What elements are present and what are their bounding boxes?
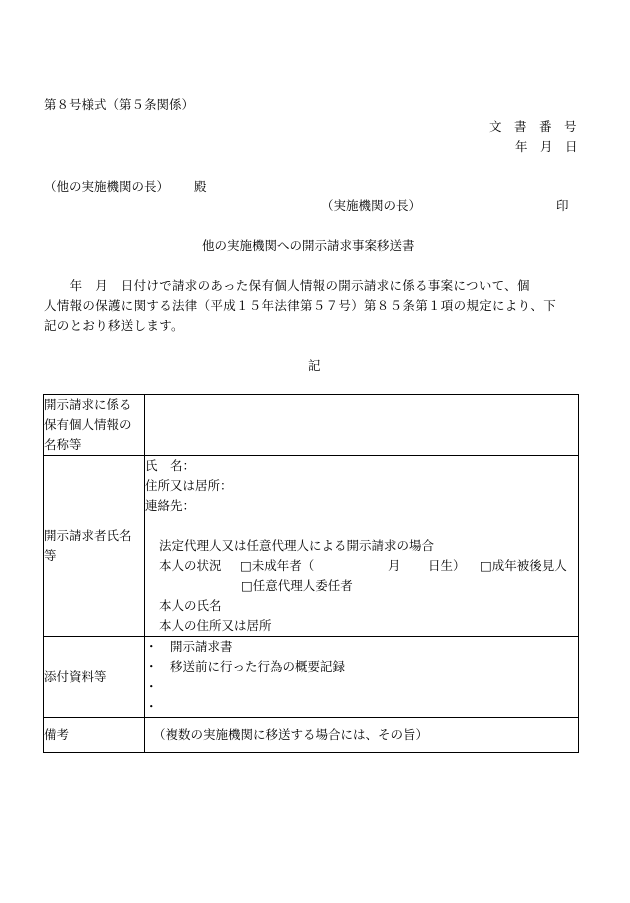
label-line: 名称等 bbox=[44, 437, 82, 452]
requester-details bbox=[145, 456, 579, 637]
personal-info-name-field bbox=[145, 395, 579, 456]
minor-checkbox[interactable]: □未成年者（ bbox=[240, 558, 315, 573]
list-item: ・ 移送前に行った行為の概要記録 bbox=[145, 659, 346, 674]
ward-checkbox[interactable]: □成年被後見人 bbox=[480, 558, 567, 573]
table-row bbox=[44, 637, 579, 718]
ki-heading: 記 bbox=[308, 358, 321, 373]
recipient: （他の実施機関の長） bbox=[44, 179, 170, 194]
form-number: 第８号様式（第５条関係） bbox=[44, 97, 195, 112]
row-label: 添付資料等 bbox=[44, 637, 145, 718]
requester-contact: 連絡先： bbox=[145, 498, 196, 513]
sender: （実施機関の長） bbox=[321, 198, 422, 213]
body-line-2: 人情報の保護に関する法律（平成１５年法律第５７号）第８５条第１項の規定により、下 bbox=[44, 298, 557, 313]
requester-address: 住所又は居所： bbox=[145, 478, 233, 493]
label-line: 開示請求に係る bbox=[44, 397, 132, 412]
birth-day: 日生） bbox=[428, 558, 466, 573]
list-item: ・ bbox=[145, 679, 158, 694]
birth-month: 月 bbox=[388, 558, 401, 573]
row-label bbox=[44, 456, 145, 637]
document-title: 他の実施機関への開示請求事案移送書 bbox=[202, 238, 415, 253]
remarks-note: （複数の実施機関に移送する場合には、その旨） bbox=[145, 718, 579, 753]
seal-mark: 印 bbox=[556, 198, 569, 213]
status-label: 本人の状況 bbox=[159, 558, 222, 573]
spacer bbox=[145, 516, 578, 536]
principal-status-line bbox=[145, 556, 578, 576]
list-item: ・ 開示請求書 bbox=[145, 639, 233, 654]
table-row bbox=[44, 395, 579, 456]
principal-name: 本人の氏名 bbox=[159, 598, 222, 613]
label-line: 開示請求者氏名 bbox=[44, 528, 132, 543]
delegated-checkbox[interactable]: □任意代理人委任者 bbox=[241, 578, 353, 593]
list-item: ・ bbox=[145, 699, 158, 714]
principal-address: 本人の住所又は居所 bbox=[159, 618, 272, 633]
issue-date: 年 月 日 bbox=[515, 139, 578, 154]
label-line: 等 bbox=[44, 548, 57, 563]
body-line-3: 記のとおり移送します。 bbox=[44, 318, 184, 333]
body-line-1: 年 月 日付けで請求のあった保有個人情報の開示請求に係る事案について、個 bbox=[44, 278, 530, 293]
transfer-details-table bbox=[43, 394, 579, 753]
table-row bbox=[44, 718, 579, 753]
agent-heading: 法定代理人又は任意代理人による開示請求の場合 bbox=[159, 538, 435, 553]
document-number: 文 書 番 号 bbox=[489, 119, 577, 134]
requester-name: 氏 名： bbox=[145, 458, 196, 473]
attachments-list bbox=[145, 637, 579, 718]
row-label bbox=[44, 395, 145, 456]
honorific: 殿 bbox=[194, 179, 207, 194]
table-row bbox=[44, 456, 579, 637]
label-line: 保有個人情報の bbox=[44, 417, 132, 432]
row-label: 備考 bbox=[44, 718, 145, 753]
